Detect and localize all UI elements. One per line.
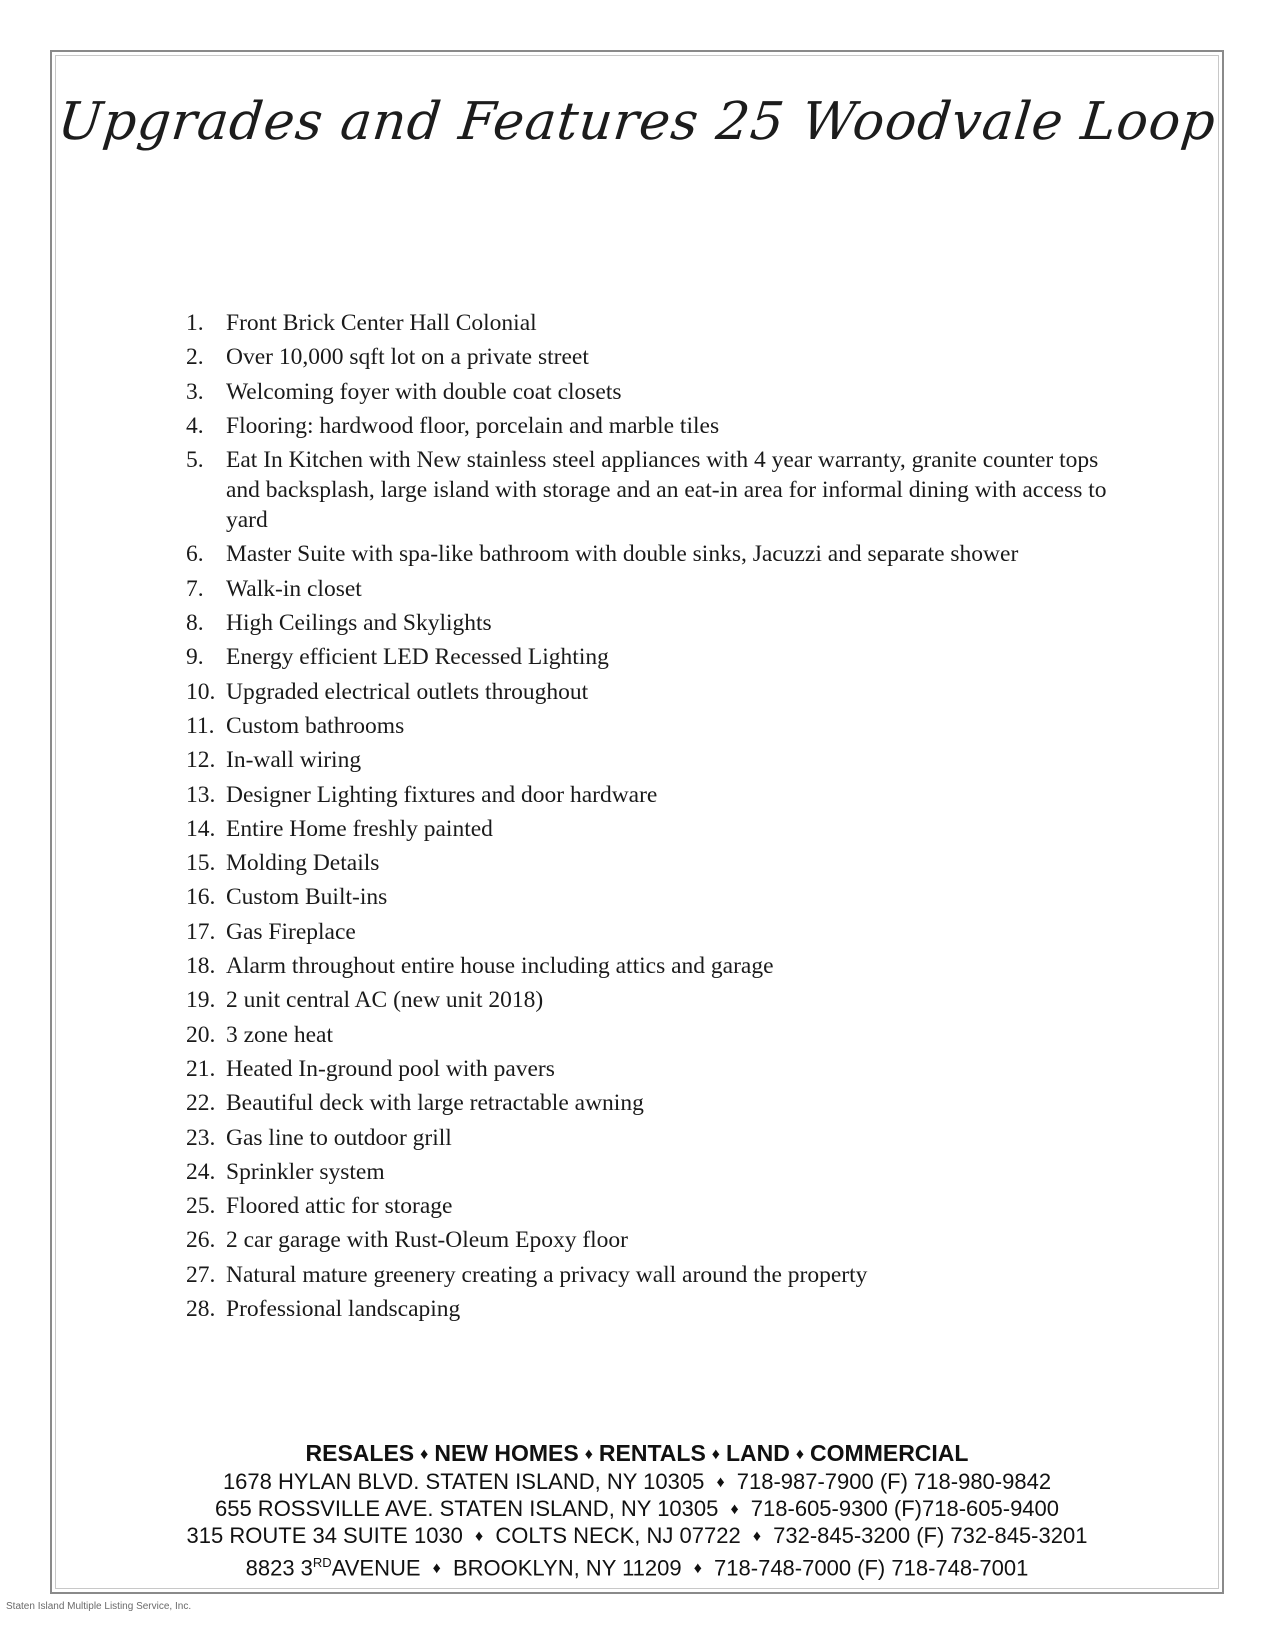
feature-item: [186, 411, 1126, 441]
feature-number: 15.: [186, 850, 216, 877]
diamond-separator-icon: ♦: [432, 1560, 441, 1578]
feature-number: 7.: [186, 575, 204, 602]
office-phone: 718-987-7900 (F) 718-980-9842: [736, 1469, 1052, 1494]
office-address-rest: AVENUE: [331, 1555, 421, 1581]
feature-text: 3 zone heat: [226, 1021, 334, 1048]
feature-number: 26.: [186, 1227, 216, 1254]
feature-item: [186, 574, 1126, 604]
category-label: NEW HOMES: [434, 1440, 579, 1466]
feature-text: Flooring: hardwood floor, porcelain and marble tiles: [226, 412, 720, 439]
feature-number: 9.: [186, 644, 204, 671]
feature-text: Master Suite with spa-like bathroom with double sinks, Jacuzzi and separate shower: [226, 541, 1019, 568]
feature-item: [186, 1088, 1126, 1118]
office-address: 655 ROSSVILLE AVE. STATEN ISLAND, NY 10305: [214, 1496, 719, 1521]
company-footer: [50, 1440, 1224, 1582]
feature-text: Eat In Kitchen with New stainless steel appliances with 4 year warranty, granite counter tops and backsplash, large island with storage and an eat-in area for informal dining with access to yard: [226, 447, 1107, 534]
feature-item: [186, 1191, 1126, 1221]
document-title: Upgrades and Features 25 Woodvale Loop: [55, 92, 1219, 152]
feature-item: [186, 539, 1126, 569]
feature-text: 2 unit central AC (new unit 2018): [226, 987, 544, 1014]
feature-number: 1.: [186, 310, 204, 336]
feature-item: [186, 1294, 1126, 1324]
feature-number: 27.: [186, 1261, 216, 1288]
feature-item: [186, 608, 1126, 638]
features-list: [186, 308, 1126, 1328]
category-label: RESALES: [305, 1440, 415, 1466]
feature-number: 16.: [186, 884, 216, 911]
feature-text: Over 10,000 sqft lot on a private street: [226, 344, 589, 371]
feature-text: Sprinkler system: [226, 1158, 385, 1185]
feature-item: [186, 445, 1126, 535]
feature-text: Professional landscaping: [226, 1296, 461, 1323]
office-phone: 718-605-9300 (F)718-605-9400: [750, 1496, 1060, 1521]
feature-item: [186, 677, 1126, 707]
feature-text: Floored attic for storage: [226, 1193, 453, 1220]
feature-item: [186, 308, 1126, 338]
feature-text: Molding Details: [226, 850, 380, 877]
feature-text: Walk-in closet: [226, 575, 362, 602]
feature-item: [186, 745, 1126, 775]
diamond-separator-icon: ♦: [711, 1446, 720, 1463]
feature-item: [186, 1054, 1126, 1084]
feature-item: [186, 1157, 1126, 1187]
feature-text: Gas Fireplace: [226, 918, 356, 945]
diamond-separator-icon: ♦: [475, 1528, 484, 1545]
office-line-1: [50, 1469, 1224, 1496]
feature-text: Designer Lighting fixtures and door hardware: [226, 781, 658, 808]
feature-number: 19.: [186, 987, 216, 1014]
feature-text: High Ceilings and Skylights: [226, 610, 492, 637]
feature-item: [186, 1123, 1126, 1153]
diamond-separator-icon: ♦: [420, 1446, 429, 1463]
feature-item: [186, 985, 1126, 1015]
feature-text: Natural mature greenery creating a privacy wall around the property: [226, 1261, 868, 1288]
feature-text: Custom bathrooms: [226, 712, 405, 739]
feature-number: 17.: [186, 918, 216, 945]
feature-item: [186, 917, 1126, 947]
diamond-separator-icon: ♦: [584, 1446, 593, 1463]
category-label: RENTALS: [598, 1440, 706, 1466]
feature-text: 2 car garage with Rust-Oleum Epoxy floor: [226, 1227, 629, 1254]
feature-item: [186, 1260, 1126, 1290]
office-city: BROOKLYN, NY 11209: [452, 1555, 682, 1581]
feature-number: 21.: [186, 1055, 216, 1082]
feature-item: [186, 882, 1126, 912]
feature-text: Alarm throughout entire house including attics and garage: [226, 953, 774, 980]
feature-text: In-wall wiring: [226, 747, 362, 774]
feature-text: Front Brick Center Hall Colonial: [226, 310, 537, 336]
feature-text: Beautiful deck with large retractable awning: [226, 1090, 644, 1117]
category-label: LAND: [725, 1440, 790, 1466]
office-phone: 732-845-3200 (F) 732-845-3201: [773, 1523, 1088, 1548]
feature-number: 12.: [186, 747, 216, 774]
feature-item: [186, 377, 1126, 407]
feature-text: Energy efficient LED Recessed Lighting: [226, 644, 609, 671]
office-line-4: [50, 1550, 1224, 1582]
feature-number: 24.: [186, 1158, 216, 1185]
feature-text: Heated In-ground pool with pavers: [226, 1055, 555, 1082]
footer-categories: [50, 1440, 1224, 1468]
diamond-separator-icon: ♦: [752, 1528, 761, 1545]
feature-number: 5.: [186, 447, 204, 474]
feature-number: 20.: [186, 1021, 216, 1048]
feature-number: 14.: [186, 815, 216, 842]
feature-item: [186, 848, 1126, 878]
diamond-separator-icon: ♦: [730, 1501, 739, 1518]
feature-number: 25.: [186, 1193, 216, 1220]
feature-number: 23.: [186, 1124, 216, 1151]
diamond-separator-icon: ♦: [716, 1474, 725, 1491]
feature-text: Entire Home freshly painted: [226, 815, 493, 842]
feature-number: 3.: [186, 378, 204, 405]
feature-number: 8.: [186, 610, 204, 637]
feature-item: [186, 951, 1126, 981]
diamond-separator-icon: ♦: [795, 1446, 805, 1463]
feature-number: 10.: [186, 678, 216, 705]
category-label: COMMERCIAL: [810, 1440, 969, 1466]
feature-text: Upgraded electrical outlets throughout: [226, 678, 589, 705]
feature-item: [186, 1020, 1126, 1050]
feature-number: 13.: [186, 781, 216, 808]
feature-number: 11.: [186, 712, 215, 739]
feature-text: Gas line to outdoor grill: [226, 1124, 452, 1151]
office-phone: 718-748-7000 (F) 718-748-7001: [714, 1555, 1029, 1581]
office-line-2: [50, 1496, 1224, 1523]
feature-item: [186, 814, 1126, 844]
office-address: 1678 HYLAN BLVD. STATEN ISLAND, NY 10305: [222, 1469, 705, 1494]
feature-number: 28.: [186, 1296, 216, 1323]
feature-item: [186, 342, 1126, 372]
watermark: Staten Island Multiple Listing Service, Inc.: [6, 1601, 192, 1612]
feature-number: 6.: [186, 541, 204, 568]
feature-item: [186, 1225, 1126, 1255]
ordinal-suffix: RD: [312, 1555, 332, 1570]
office-city: COLTS NECK, NJ 07722: [495, 1523, 741, 1548]
office-line-3: [50, 1523, 1224, 1550]
office-address: 315 ROUTE 34 SUITE 1030: [186, 1523, 463, 1548]
feature-item: [186, 711, 1126, 741]
feature-text: Custom Built-ins: [226, 884, 388, 911]
feature-number: 2.: [186, 344, 204, 371]
feature-number: 22.: [186, 1090, 216, 1117]
feature-number: 18.: [186, 953, 216, 980]
diamond-separator-icon: ♦: [693, 1560, 702, 1578]
feature-number: 4.: [186, 412, 204, 439]
office-address-number: 8823 3: [245, 1555, 313, 1581]
feature-text: Welcoming foyer with double coat closets: [226, 378, 622, 405]
feature-item: [186, 642, 1126, 672]
feature-item: [186, 780, 1126, 810]
